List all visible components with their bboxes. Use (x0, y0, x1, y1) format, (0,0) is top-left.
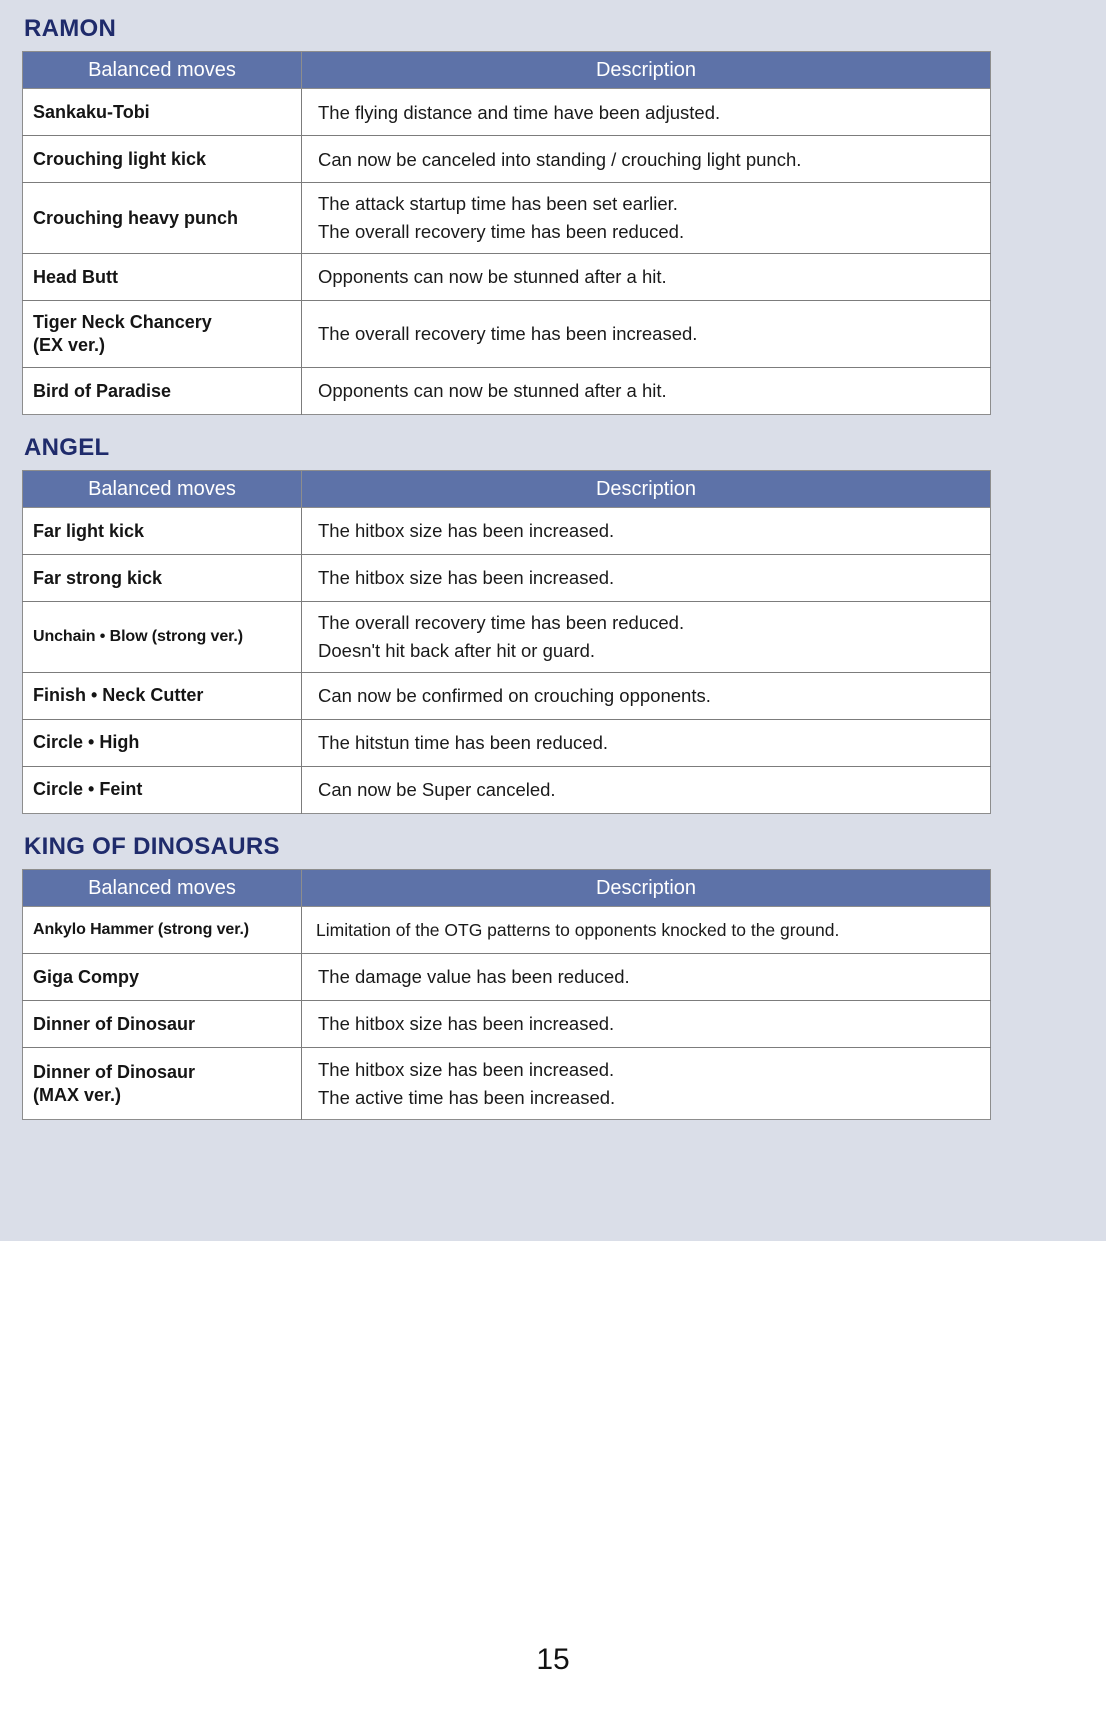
column-header-move: Balanced moves (23, 870, 302, 907)
move-description-cell (302, 136, 991, 183)
table-row (23, 253, 991, 300)
character-section-ramon (22, 0, 1088, 415)
description-line: The hitbox size has been increased. (318, 1058, 615, 1080)
move-description-cell (302, 1001, 991, 1048)
description-line: The hitbox size has been increased. (318, 520, 615, 542)
move-name-cell: Circle • Feint (23, 766, 302, 813)
move-name-cell: Crouching heavy punch (23, 183, 302, 254)
table-row (23, 508, 991, 555)
column-header-description: Description (302, 471, 991, 508)
table-row (23, 136, 991, 183)
description-line: The overall recovery time has been reduced. (318, 612, 685, 634)
move-name-cell: Finish • Neck Cutter (23, 672, 302, 719)
description-line: The hitbox size has been increased. (318, 567, 615, 589)
table-row (23, 367, 991, 414)
move-description-cell (302, 300, 991, 367)
column-header-description: Description (302, 870, 991, 907)
balanced-moves-table (22, 470, 991, 814)
move-name-line: (MAX ver.) (33, 1084, 122, 1105)
move-description-cell (302, 183, 991, 254)
move-name-cell (23, 1048, 302, 1120)
table-row (23, 89, 991, 136)
move-name-line: Tiger Neck Chancery (33, 312, 212, 333)
description-line: The damage value has been reduced. (318, 966, 630, 988)
move-name-cell: Giga Compy (23, 954, 302, 1001)
move-description-cell (302, 508, 991, 555)
column-header-description: Description (302, 52, 991, 89)
balanced-moves-table (22, 51, 991, 415)
table-row (23, 1001, 991, 1048)
table-header-row (23, 52, 991, 89)
move-description-cell (302, 367, 991, 414)
move-name-cell: Sankaku-Tobi (23, 89, 302, 136)
table-header-row (23, 870, 991, 907)
move-name-cell: Crouching light kick (23, 136, 302, 183)
character-section-king-of-dinosaurs (22, 820, 1088, 1120)
description-line: Limitation of the OTG patterns to opponents knocked to the ground. (316, 920, 840, 941)
move-description-cell (302, 555, 991, 602)
table-row (23, 300, 991, 367)
section-title: RAMON (24, 15, 117, 42)
table-header-row (23, 471, 991, 508)
description-line: The hitstun time has been reduced. (318, 731, 609, 753)
column-header-move: Balanced moves (23, 471, 302, 508)
table-row (23, 672, 991, 719)
table-row (23, 766, 991, 813)
move-name-line: Dinner of Dinosaur (33, 1062, 196, 1082)
move-description-cell (302, 253, 991, 300)
description-line: The attack startup time has been set earlier. (318, 193, 678, 215)
table-row (23, 907, 991, 954)
move-name-cell: Far light kick (23, 508, 302, 555)
move-name-cell: Circle • High (23, 719, 302, 766)
character-section-angel (22, 421, 1088, 814)
table-row (23, 719, 991, 766)
table-row (23, 602, 991, 673)
table-row (23, 183, 991, 254)
description-line: The overall recovery time has been reduced. (318, 221, 685, 243)
move-description-cell (302, 954, 991, 1001)
table-row (23, 954, 991, 1001)
move-description-cell (302, 719, 991, 766)
move-description-cell (302, 907, 991, 954)
move-description-cell (302, 602, 991, 673)
move-name-cell: Unchain • Blow (strong ver.) (23, 602, 302, 673)
description-line: Opponents can now be stunned after a hit. (318, 266, 667, 288)
section-title: KING OF DINOSAURS (24, 832, 280, 860)
description-line: Can now be confirmed on crouching opponents. (318, 684, 711, 706)
move-name-line: (EX ver.) (33, 334, 106, 355)
description-line: Can now be Super canceled. (318, 778, 556, 800)
move-name-cell: Head Butt (23, 253, 302, 300)
move-name-cell: Bird of Paradise (23, 367, 302, 414)
move-name-cell: Far strong kick (23, 555, 302, 602)
column-header-move: Balanced moves (23, 52, 302, 89)
move-name-cell: Ankylo Hammer (strong ver.) (23, 907, 302, 954)
description-line: Opponents can now be stunned after a hit. (318, 380, 667, 402)
description-line: The hitbox size has been increased. (318, 1013, 615, 1035)
description-line: The overall recovery time has been increased. (318, 323, 698, 345)
balanced-moves-table (22, 869, 991, 1120)
description-line: Doesn't hit back after hit or guard. (318, 640, 596, 662)
page-number: 15 (536, 1643, 570, 1676)
move-name-cell: Dinner of Dinosaur (23, 1001, 302, 1048)
move-name-cell (23, 300, 302, 367)
description-line: The active time has been increased. (318, 1086, 616, 1108)
table-row (23, 1048, 991, 1120)
section-title: ANGEL (24, 433, 110, 461)
move-description-cell (302, 672, 991, 719)
description-line: The flying distance and time have been adjusted. (318, 101, 721, 123)
description-line: Can now be canceled into standing / crouching light punch. (318, 148, 802, 170)
table-row (23, 555, 991, 602)
move-description-cell (302, 766, 991, 813)
move-description-cell (302, 1048, 991, 1120)
move-description-cell (302, 89, 991, 136)
